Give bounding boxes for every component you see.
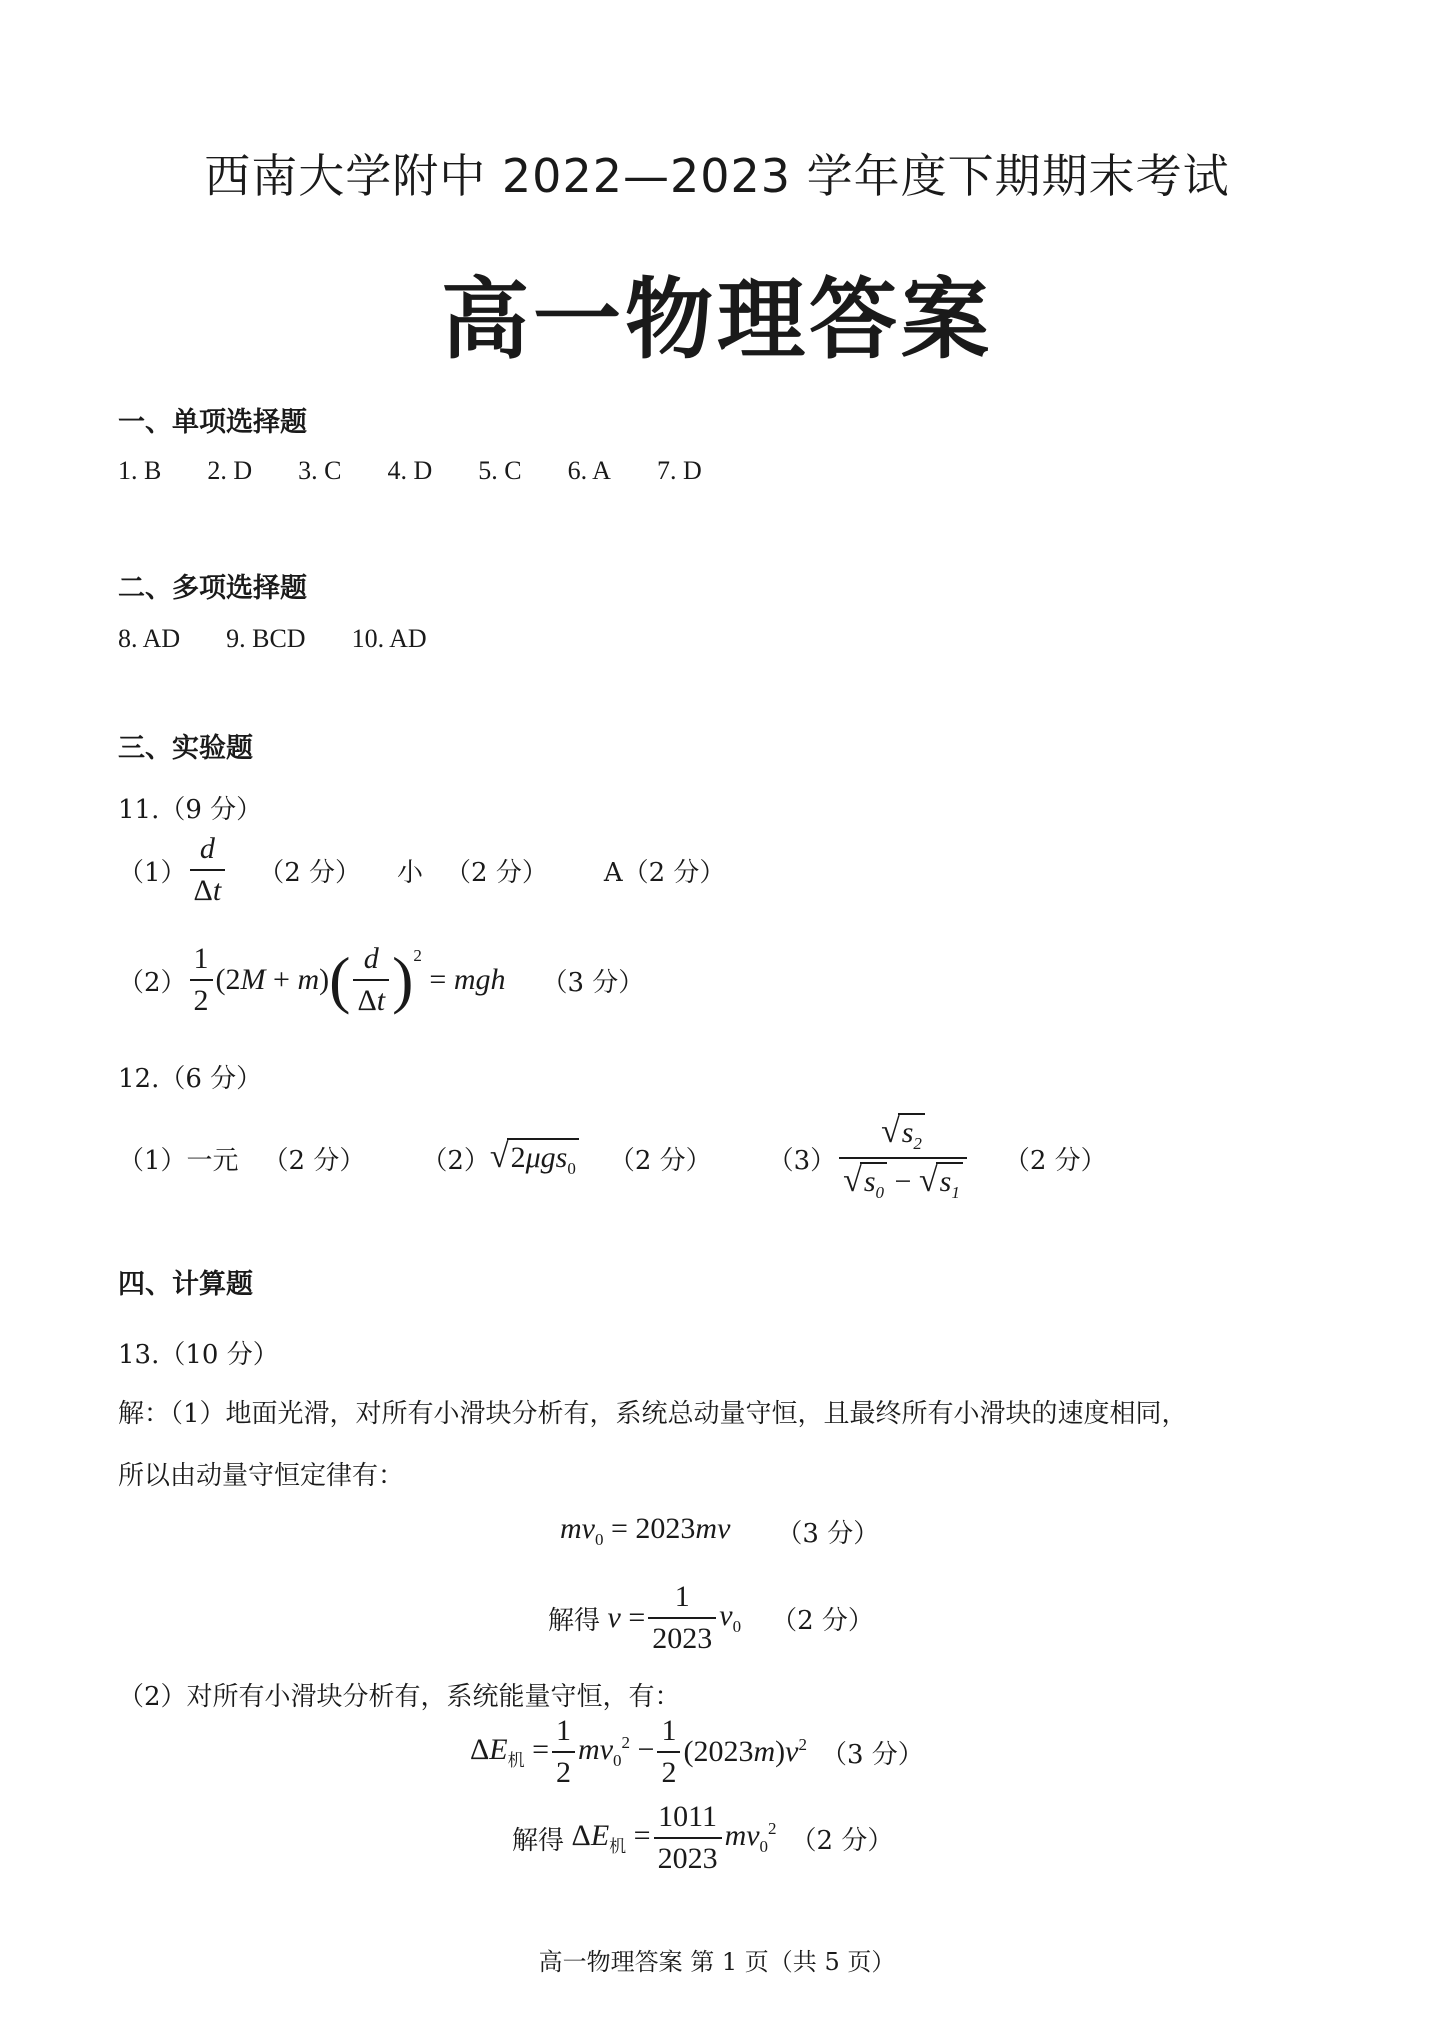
- exam-title: 西南大学附中 2022—2023 学年度下期期末考试: [204, 149, 1230, 203]
- q12-answers: [118, 1110, 1107, 1206]
- score-label: （2 分）: [771, 1605, 874, 1636]
- answer-item: 8. AD: [118, 624, 181, 653]
- score-label: （2 分）: [445, 857, 548, 888]
- section-heading-single-choice: 一、单项选择题: [118, 407, 307, 438]
- answer-item: 6. A: [567, 456, 611, 485]
- section-heading-calculation: 四、计算题: [118, 1269, 253, 1300]
- score-label: （3 分）: [541, 967, 645, 998]
- answer-text: 小: [397, 857, 424, 888]
- score-label: （2 分）: [790, 1825, 894, 1856]
- part-label: （3）: [767, 1145, 837, 1176]
- section-heading-experiment: 三、实验题: [118, 733, 253, 764]
- formula-sqrt-ratio: $\frac{√s_2}{√s_0 - √s_1}$: [839, 1113, 967, 1203]
- single-choice-answers: [118, 456, 748, 486]
- score-label: （2 分）: [1003, 1145, 1107, 1176]
- answer-item: 2. D: [207, 456, 253, 485]
- part-label: （1）一元: [118, 1145, 239, 1176]
- part-label: （1）: [118, 857, 187, 888]
- score-label: （2 分）: [258, 857, 361, 888]
- q13-text-line: （2）对所有小滑块分析有，系统能量守恒，有：: [118, 1682, 681, 1712]
- answer-item: 1. B: [118, 456, 162, 485]
- answer-item: 4. D: [387, 456, 433, 485]
- q13-eq-momentum: $mv_0 = 2023mv$ （3 分）: [560, 1512, 880, 1549]
- q13-eq-energy: $\Delta E_机$ = $\frac{1}{2}$ $mv_0^2$ − $\frac{1}{2}$ $(2023m)v^2$ （3 分）: [470, 1714, 924, 1789]
- solve-label: 解得: [512, 1825, 565, 1856]
- multi-choice-answers: [118, 624, 473, 654]
- q13-header: 13.（10 分）: [118, 1340, 279, 1370]
- page-footer: 高一物理答案 第 1 页（共 5 页）: [538, 1948, 896, 1976]
- answer-text: A（2 分）: [603, 857, 726, 888]
- solve-label: 解得: [548, 1605, 601, 1636]
- answer-item: 10. AD: [351, 624, 427, 653]
- formula-sqrt-2-mu-g-s0: √2μgs$_0$: [490, 1138, 579, 1179]
- score-label: （3 分）: [776, 1518, 880, 1549]
- page-title: 高一物理答案: [440, 268, 993, 371]
- part-label: （2）: [118, 967, 187, 998]
- section-heading-multi-choice: 二、多项选择题: [118, 573, 307, 604]
- score-label: （2 分）: [262, 1145, 366, 1176]
- q12-header: 12.（6 分）: [118, 1064, 263, 1094]
- formula-d-over-dt: $\frac{d}{\Delta t}$: [190, 832, 226, 908]
- q13-text-line: 解：（1）地面光滑，对所有小滑块分析有，系统总动量守恒，且最终所有小滑块的速度相同，: [118, 1399, 1188, 1429]
- energy-equation: $\frac{1}{2}$ (2 M + m ) ( $\frac{d}{\Delta t}$ ) 2 = mgh: [187, 942, 506, 1018]
- q11-part1: [118, 832, 725, 908]
- answer-item: 9. BCD: [226, 624, 306, 653]
- part-label: （2）: [421, 1145, 490, 1176]
- answer-item: 7. D: [656, 456, 702, 485]
- q11-part2: [118, 942, 644, 1018]
- answer-item: 3. C: [298, 456, 342, 485]
- score-label: （3 分）: [820, 1739, 924, 1770]
- q13-eq-energy-result: 解得 $\Delta E_机$ = $\frac{1011}{2023}$ $mv_0^2$ （2 分）: [512, 1800, 894, 1875]
- score-label: （2 分）: [608, 1145, 712, 1176]
- q13-eq-velocity: 解得 v = $\frac{1}{2023}$ $v_0$ （2 分）: [548, 1580, 874, 1655]
- q11-header: 11.（9 分）: [118, 795, 263, 825]
- q13-text-line: 所以由动量守恒定律有：: [118, 1461, 405, 1491]
- answer-item: 5. C: [478, 456, 522, 485]
